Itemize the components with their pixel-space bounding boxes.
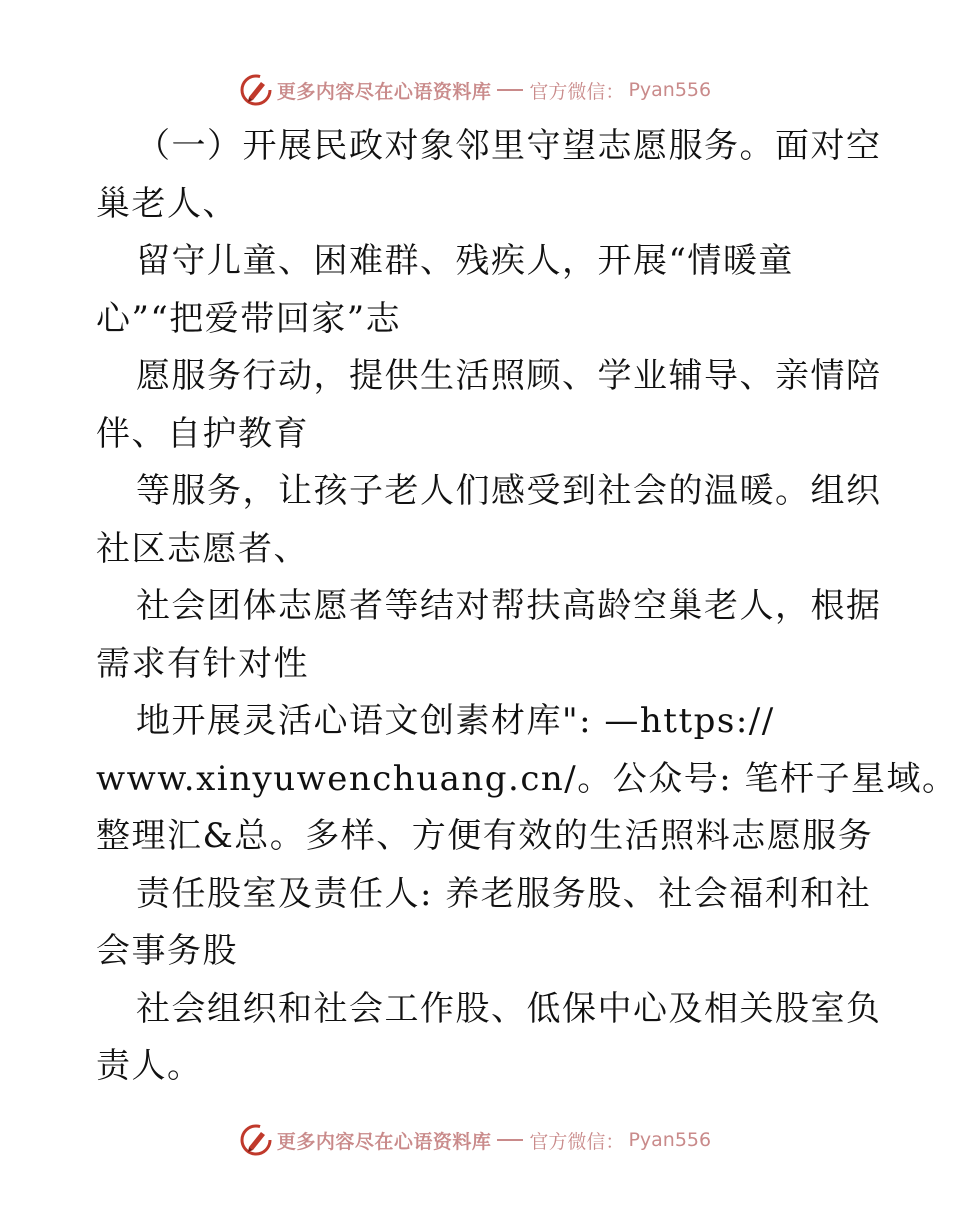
banner-dash bbox=[497, 1139, 523, 1141]
body-line: 责任股室及责任人: 养老服务股、社会福利和社 bbox=[136, 873, 872, 914]
header-banner bbox=[0, 70, 950, 110]
body-line: 伴、自护教育 bbox=[96, 413, 309, 454]
banner-site-text: 更多内容尽在心语资料库 bbox=[276, 1130, 492, 1153]
banner-site-text: 更多内容尽在心语资料库 bbox=[276, 80, 492, 103]
body-line: 社会团体志愿者等结对帮扶高龄空巢老人，根据 bbox=[136, 586, 882, 626]
banner-wechat-label: 官方微信： bbox=[529, 80, 625, 103]
body-line: 社会组织和社会工作股、低保中心及相关股室负 bbox=[136, 988, 882, 1029]
body-line: 等服务，让孩子老人们感受到社会的温暖。组织 bbox=[136, 471, 882, 511]
body-line: 整理汇&总。多样、方便有效的生活照料志愿服务 bbox=[96, 816, 874, 856]
pen-logo-icon bbox=[239, 73, 273, 107]
banner-wechat-label: 官方微信： bbox=[529, 1130, 625, 1153]
banner-wechat-id: Pyan556 bbox=[628, 1129, 712, 1151]
body-line: 心”“把爱带回家”志 bbox=[96, 298, 402, 339]
body-line: 责人。 bbox=[96, 1046, 203, 1086]
body-line-url: www.xinyuwenchuang.cn/。公众号: 笔杆子星域。 bbox=[96, 758, 958, 799]
body-line: （一）开展民政对象邻里守望志愿服务。面对空 bbox=[136, 126, 882, 166]
body-line: 巢老人、 bbox=[96, 183, 238, 224]
body-line: 需求有针对性 bbox=[96, 643, 309, 684]
body-line: 社区志愿者、 bbox=[96, 528, 309, 569]
footer-banner bbox=[0, 1120, 950, 1160]
body-line: 会事务股 bbox=[96, 931, 238, 971]
body-line: 地开展灵活心语文创素材库": —https:// bbox=[136, 701, 775, 741]
document-body bbox=[96, 118, 958, 1096]
body-line: 留守儿童、困难群、残疾人，开展“情暖童 bbox=[136, 241, 794, 281]
pen-logo-icon bbox=[239, 1123, 273, 1157]
banner-dash bbox=[497, 89, 523, 91]
body-line: 愿服务行动，提供生活照顾、学业辅导、亲情陪 bbox=[136, 356, 882, 396]
banner-wechat-id: Pyan556 bbox=[628, 79, 712, 101]
